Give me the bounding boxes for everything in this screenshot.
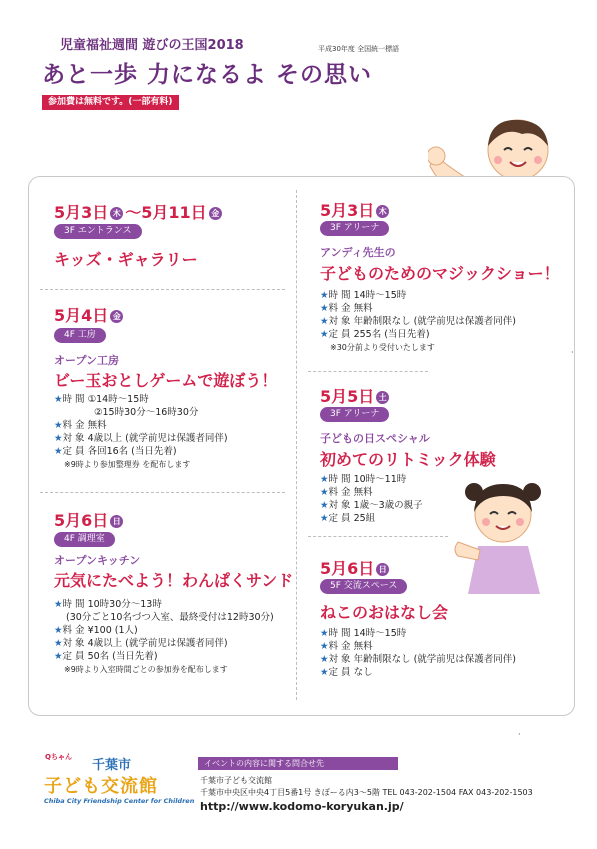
contact-name: 千葉市子ども交流館 [200,776,272,785]
day-of-week-badge: 金 [209,207,222,220]
event-location-badge: 4F 調理室 [54,532,115,547]
star-bullet-icon: ★ [54,599,63,610]
star-bullet-icon: ★ [54,625,63,636]
event-location-badge: 3F エントランス [54,224,142,239]
star-bullet-icon: ★ [54,433,63,444]
day-of-week-badge: 日 [110,515,123,528]
star-bullet-icon: ★ [320,641,329,652]
event-details: ★時 間 14時～15時 ★料 金 無料 ★対 象 年齢制限なし (就学前児は保護者同伴) ★定 員 なし [320,628,517,678]
day-of-week-badge: 日 [376,563,389,576]
event-location-badge: 4F 工房 [54,328,106,343]
event-details: ★時 間 ①14時～15時 ②15時30分～16時30分 ★料 金 無料 ★対 象 4歳以上 (就学前児は保護者同伴) ★定 員 各回16名 (当日先着) ※9時より参加整理券 を配布します [54,394,228,469]
event-subtitle: オープンキッチン [54,554,141,567]
event-location-badge: 5F 交流スペース [320,579,407,594]
event-note: ※9時より参加整理券 を配布します [64,460,191,469]
event-title: ビー玉おとしゲームで遊ぼう！ [54,371,278,390]
star-bullet-icon: ★ [320,290,329,301]
event-subtitle: オープン工房 [54,354,120,367]
day-of-week-badge: 木 [376,205,389,218]
event-divider [308,536,448,537]
event-title: キッズ・ギャラリー [54,250,198,269]
mascot-label: Qちゃん [45,753,72,761]
event-details: ★時 間 14時～15時 ★料 金 無料 ★対 象 年齢制限なし (就学前児は保護者同伴) ★定 員 255名 (当日先着) ※30分前より受付いたします [320,290,517,352]
event-divider [308,371,428,372]
fee-notice: 参加費は無料です。(一部有料) [42,95,179,110]
event-title: ねこのおはなし会 [320,603,449,622]
event-subtitle: 子どもの日スペシャル [320,432,430,445]
day-of-week-badge: 金 [110,310,123,323]
event-date: 5月4日 金 [54,303,125,326]
event-date: 5月6日 日 [320,556,391,579]
star-bullet-icon: ★ [54,394,63,405]
star-bullet-icon: ★ [320,513,329,524]
event-note: ※9時より入室時間ごとの参加券を配布します [64,665,228,674]
contact-label: イベントの内容に関する問合せ先 [198,757,398,770]
star-bullet-icon: ★ [54,420,63,431]
slogan-note: 平成30年度 全国統一標語 [318,45,400,53]
event-note: ※30分前より受付いたします [330,343,435,352]
slogan: あと一歩 力になるよ その思い [42,62,373,88]
star-bullet-icon: ★ [320,628,329,639]
star-bullet-icon: ★ [320,474,329,485]
event-divider [40,289,285,290]
event-series-title: 児童福祉週間 遊びの王国2018 [60,38,244,53]
print-mark: · [518,730,521,739]
event-details: ★時 間 10時30分～13時 (30分ごと10名づつ入室、最終受付は12時30分) ★料 金 ¥100 (1人) ★対 象 4歳以上 (就学前児は保護者同伴) ★定 員 50名 (当日先着) ※9時より入室時間ごとの参加券を配布します [54,599,274,674]
event-date: 5月3日 木 ～5月11日 金 [54,200,224,223]
star-bullet-icon: ★ [320,654,329,665]
star-bullet-icon: ★ [320,329,329,340]
star-bullet-icon: ★ [320,500,329,511]
column-divider [296,190,297,700]
logo-name: 子ども交流館 [44,776,158,797]
event-details: ★時 間 10時～11時 ★料 金 無料 ★対 象 1歳～3歳の親子 ★定 員 25組 [320,474,423,524]
girl-illustration [448,476,558,594]
star-bullet-icon: ★ [54,638,63,649]
star-bullet-icon: ★ [54,651,63,662]
contact-address: 千葉市中央区中央4丁目5番1号 きぼーる内3～5階 TEL 043-202-1504 FAX 043-202-1503 [200,788,533,797]
event-date: 5月3日 木 [320,198,391,221]
event-location-badge: 3F アリーナ [320,407,389,422]
star-bullet-icon: ★ [54,446,63,457]
event-subtitle: アンディ先生の [320,246,396,259]
event-date: 5月6日 日 [54,508,125,531]
print-mark: · [571,348,574,357]
event-title: 子どものためのマジックショー！ [320,264,560,283]
event-location-badge: 3F アリーナ [320,221,389,236]
event-date: 5月5日 土 [320,384,391,407]
star-bullet-icon: ★ [320,667,329,678]
star-bullet-icon: ★ [320,303,329,314]
star-bullet-icon: ★ [320,487,329,498]
event-title: 初めてのリトミック体験 [320,450,496,469]
event-title: 元気にたべよう！わんぱくサンド [54,571,294,590]
star-bullet-icon: ★ [320,316,329,327]
day-of-week-badge: 木 [110,207,123,220]
logo-city: 千葉市 [92,758,132,773]
event-divider [40,492,285,493]
website-link[interactable]: http://www.kodomo-koryukan.jp/ [200,800,404,813]
day-of-week-badge: 土 [376,391,389,404]
logo-english-name: Chiba City Friendship Center for Children [44,797,195,805]
